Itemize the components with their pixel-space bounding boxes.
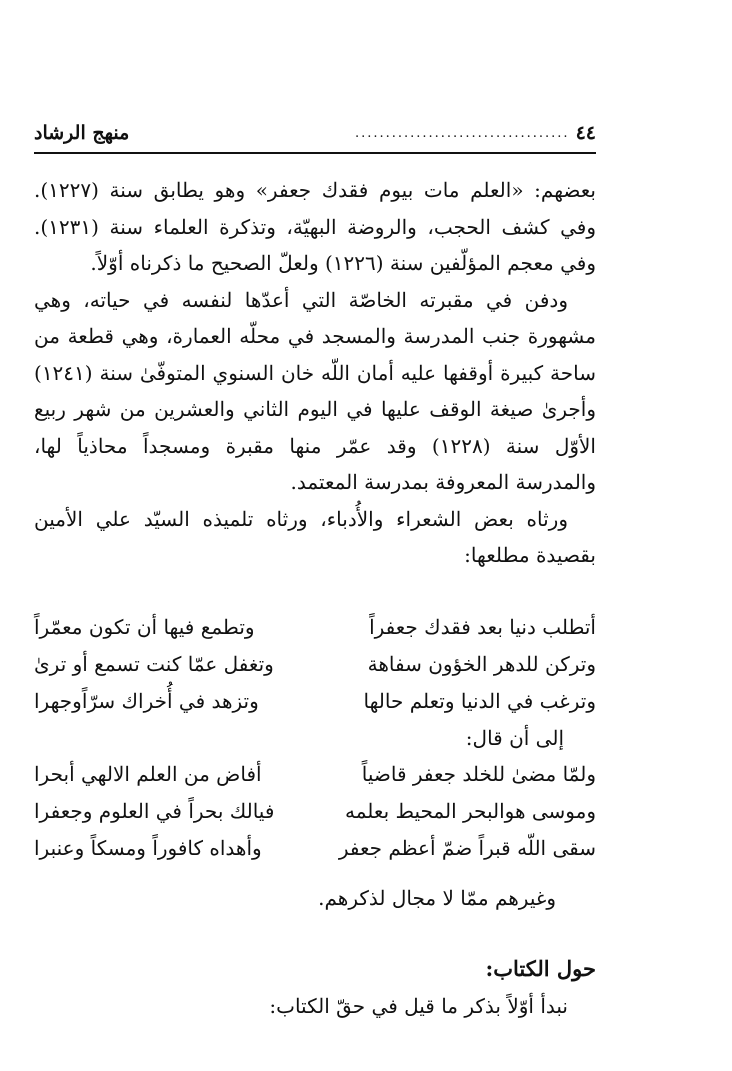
- after-poem-line: وغيرهم ممّا لا مجال لذكرهم.: [318, 886, 556, 910]
- section-heading: حول الكتاب:: [485, 956, 596, 981]
- paragraph-elegy-intro: ورثاه بعض الشعراء والأُدباء، ورثاه تلميذه السيّد علي الأمين بقصيدة مطلعها:: [34, 506, 596, 567]
- page-number: ٤٤: [575, 122, 596, 144]
- verse-second-hemistich: وأهداه كافوراً ومسكاً وعنبرا: [34, 836, 262, 860]
- verse-first-hemistich: وترغب في الدنيا وتعلم حالها: [363, 689, 596, 713]
- poem-interlude: إلى أن قال:: [465, 726, 564, 750]
- verse: [34, 830, 596, 867]
- verse: [34, 683, 596, 720]
- book-title: منهج الرشاد: [34, 122, 130, 144]
- verse-first-hemistich: أتطلب دنيا بعد فقدك جعفراً: [369, 615, 596, 639]
- section-first-line: نبدأ أوّلاً بذكر ما قيل في حقّ الكتاب:: [269, 994, 568, 1018]
- verse-second-hemistich: وتغفل عمّا كنت تسمع أو ترىٰ: [34, 652, 274, 676]
- main-text: [34, 172, 596, 574]
- verse: [34, 646, 596, 683]
- verse-second-hemistich: أفاض من العلم الالهي أبحرا: [34, 762, 262, 786]
- verse-first-hemistich: وتركن للدهر الخؤون سفاهة: [367, 652, 596, 676]
- poem-opening: [34, 609, 596, 720]
- poem-closing: [34, 756, 596, 867]
- verse: [34, 609, 596, 646]
- verse-second-hemistich: وتطمع فيها أن تكون معمّراً: [34, 615, 255, 639]
- verse-second-hemistich: وتزهد في أُخراك سرّاًوجهرا: [34, 689, 259, 713]
- paragraph-burial: ودفن في مقبرته الخاصّة التي أعدّها لنفسه في حياته، وهي مشهورة جنب المدرسة والمسجد في محلّه العمارة، وهي قطعة من ساحة كبيرة أوقفها عليه أمان اللّه خان السنوي المتوفّىٰ سنة (١٢٤١) وأجرىٰ صيغة الوقف عليها في اليوم الثاني والعشرين من شهر ربيع الأوّل سنة (١٢٢٨) وقد عمّر منها مقبرة ومسجداً محاذياً لها، والمدرسة المعروفة بمدرسة المعتمد.: [34, 287, 596, 494]
- verse-first-hemistich: وموسى هوالبحر المحيط بعلمه: [345, 799, 596, 823]
- header-rule: [34, 152, 596, 154]
- verse-first-hemistich: سقى اللّه قبراً ضمّ أعظم جعفر: [338, 836, 596, 860]
- verse: [34, 793, 596, 830]
- paragraph-death-dates: بعضهم: «العلم مات بيوم فقدك جعفر» وهو يطابق سنة (١٢٢٧). وفي كشف الحجب، والروضة البهيّة، وتذكرة العلماء سنة (١٢٣١). وفي معجم المؤلّفين سنة (١٢٢٦) ولعلّ الصحيح ما ذكرناه أوّلاً.: [34, 178, 596, 275]
- verse-first-hemistich: ولمّا مضىٰ للخلد جعفر قاضياً: [361, 762, 596, 786]
- verse: [34, 756, 596, 793]
- verse-second-hemistich: فيالك بحراً في العلوم وجعفرا: [34, 799, 275, 823]
- header-leader-dots: ...................................: [354, 125, 570, 141]
- running-header: [34, 118, 596, 148]
